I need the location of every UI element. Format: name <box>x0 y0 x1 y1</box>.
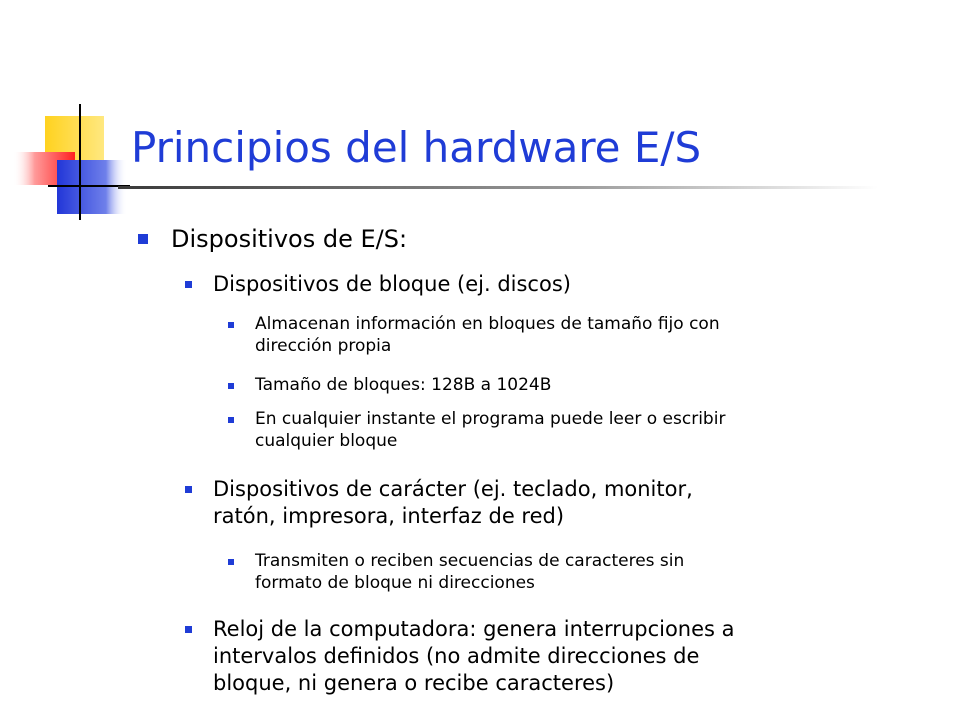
bullet-cualquier-instante <box>255 408 915 452</box>
bullet-text-line-1: Almacenan información en bloques de tamaño fijo con <box>255 314 720 334</box>
bullet-text: Tamaño de bloques: 128B a 1024B <box>255 375 552 395</box>
square-bullet-icon <box>185 486 192 493</box>
bullet-text-line-1: Transmiten o reciben secuencias de caracteres sin <box>255 551 685 571</box>
square-bullet-icon <box>228 383 234 389</box>
bullet-text: Dispositivos de E/S: <box>171 225 408 253</box>
square-bullet-icon <box>185 626 192 633</box>
bullet-transmiten-reciben <box>255 550 915 594</box>
bullet-text-line-1: Reloj de la computadora: genera interrupciones a <box>213 617 735 641</box>
bullet-text-line-2: formato de bloque ni direcciones <box>255 573 535 593</box>
bullet-reloj-computadora <box>213 616 933 697</box>
square-bullet-icon <box>228 417 234 423</box>
bullet-dispositivos-bloque <box>213 271 933 298</box>
bullet-text-line-1: En cualquier instante el programa puede leer o escribir <box>255 409 726 429</box>
bullet-text-line-1: Dispositivos de carácter (ej. teclado, monitor, <box>213 477 693 501</box>
bullet-text-line-2: dirección propia <box>255 336 392 356</box>
square-bullet-icon <box>185 281 192 288</box>
square-bullet-icon <box>228 559 234 565</box>
bullet-text: Dispositivos de bloque (ej. discos) <box>213 272 571 296</box>
bullet-dispositivos-es <box>171 224 931 254</box>
bullet-text-line-3: bloque, ni genera o recibe caracteres) <box>213 671 615 695</box>
bullet-tamano-bloques <box>255 374 915 396</box>
square-bullet-icon <box>228 322 234 328</box>
bullet-text-line-2: ratón, impresora, interfaz de red) <box>213 504 565 528</box>
bullet-dispositivos-caracter <box>213 476 933 530</box>
bullet-almacenan-info <box>255 313 915 357</box>
slide-title: Principios del hardware E/S <box>131 123 702 172</box>
bullet-text-line-2: cualquier bloque <box>255 431 398 451</box>
square-bullet-icon <box>138 234 148 244</box>
bullet-text-line-2: intervalos definidos (no admite direcciones de <box>213 644 700 668</box>
